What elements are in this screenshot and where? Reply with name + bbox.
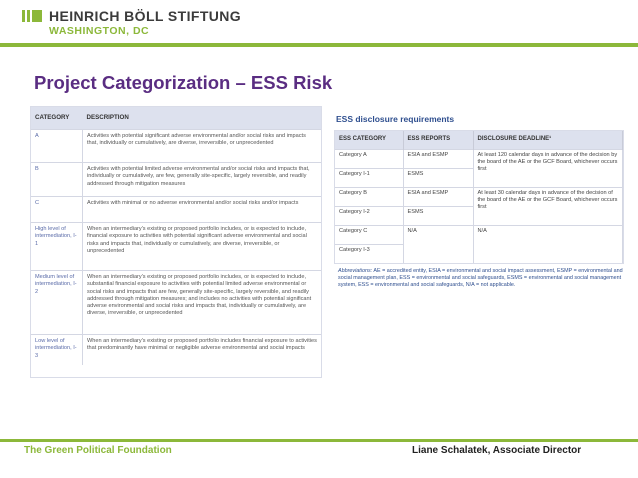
deadline-cell: At least 30 calendar days in advance of the decision of the board of the AE or the GCF Board, whichever occurs first [473, 187, 623, 225]
table-row [31, 335, 321, 365]
ess-report-cell: ESMS [403, 206, 473, 225]
table-row [31, 271, 321, 335]
description-cell: Activities with minimal or no adverse environmental and/or social risks and/or impacts [83, 197, 322, 223]
column-header-ess-reports: ESS REPORTS [403, 131, 473, 149]
table-row [31, 197, 321, 223]
ess-report-cell: ESIA and ESMP [403, 149, 473, 168]
org-name: HEINRICH BÖLL STIFTUNG [49, 8, 242, 24]
deadline-cell: At least 120 calendar days in advance of the decision by the board of the AE or the GCF Board, whichever occurs first [473, 149, 623, 187]
category-cell: B [31, 163, 83, 197]
ess-category-cell: Category C [335, 225, 403, 244]
abbreviations-label: Abbreviations: [338, 268, 373, 274]
ess-report-cell: N/A [403, 225, 473, 263]
category-cell: Medium level of intermediation, I-2 [31, 271, 83, 335]
column-header-disclosure-deadline: DISCLOSURE DEADLINE¹ [473, 131, 623, 149]
table-row [335, 149, 623, 168]
table-row [31, 223, 321, 271]
abbreviations-note [338, 268, 626, 289]
category-cell: A [31, 130, 83, 163]
deadline-cell: N/A [473, 225, 623, 263]
footer-author: Liane Schalatek, Associate Director [412, 445, 582, 456]
ess-category-cell: Category A [335, 149, 403, 168]
table-row [335, 187, 623, 206]
category-table-panel [30, 106, 322, 378]
column-header-ess-category: ESS CATEGORY [335, 131, 403, 149]
category-cell: High level of intermediation, I-1 [31, 223, 83, 271]
description-cell: When an intermediary's existing or proposed portfolio includes, or is expected to include, substantial financial exposure to activities with potential limited adverse environmental or social risks and impacts that are few, generally site-specific, largely reversible, and readily addressed through mitigation measures; and includes no activities with potential significant adverse environmental and social risks and impacts that, individually or cumulatively, are diverse, irreversible, or unprecedented [83, 271, 322, 335]
disclosure-table-header [335, 131, 623, 149]
category-table-header [31, 107, 321, 130]
ess-report-cell: ESIA and ESMP [403, 187, 473, 206]
category-cell: Low level of intermediation, I-3 [31, 335, 83, 365]
ess-category-cell: Category I-1 [335, 168, 403, 187]
category-table [31, 107, 321, 365]
hbs-logo-mark-icon [22, 10, 42, 22]
table-row [31, 163, 321, 197]
footer-foundation: The Green Political Foundation [24, 445, 172, 456]
column-header-description: DESCRIPTION [83, 107, 322, 130]
org-city: WASHINGTON, DC [49, 25, 150, 37]
abbreviations-text: AE = accredited entity, ESIA = environmental and social impact assessment, ESMP = environmental and social management plan, ESS = environmental and social safeguards, ESMS = environmental and social management system, ESS = environmental and social safeguards, N/A = not applicable. [338, 268, 623, 289]
ess-report-cell: ESMS [403, 168, 473, 187]
disclosure-table-panel [334, 130, 624, 264]
disclosure-table [335, 131, 623, 263]
table-row [31, 130, 321, 163]
disclosure-title: ESS disclosure requirements [336, 114, 455, 124]
ess-category-cell: Category B [335, 187, 403, 206]
description-cell: When an intermediary's existing or proposed portfolio includes financial exposure to activities that predominantly have minimal or negligible adverse environmental and social impacts [83, 335, 322, 365]
description-cell: Activities with potential significant adverse environmental and/or social risks and impacts that, individually or cumulatively, are diverse, irreversible, or unprecedented [83, 130, 322, 163]
footer-divider [0, 439, 638, 442]
category-cell: C [31, 197, 83, 223]
description-cell: When an intermediary's existing or proposed portfolio includes, or is expected to include, financial exposure to activities with potential significant adverse environmental and social risks and impacts that, individually or cumulatively, are diverse, irreversible, or unprecedented [83, 223, 322, 271]
table-row [335, 225, 623, 244]
column-header-category: CATEGORY [31, 107, 83, 130]
description-cell: Activities with potential limited adverse environmental and/or social risks and impacts that, individually or cumulatively, are few, generally site-specific, largely reversible, and readily addressed through mitigation measures [83, 163, 322, 197]
ess-category-cell: Category I-3 [335, 244, 403, 263]
slide-title: Project Categorization – ESS Risk [34, 72, 333, 93]
header-divider [0, 43, 638, 47]
ess-category-cell: Category I-2 [335, 206, 403, 225]
